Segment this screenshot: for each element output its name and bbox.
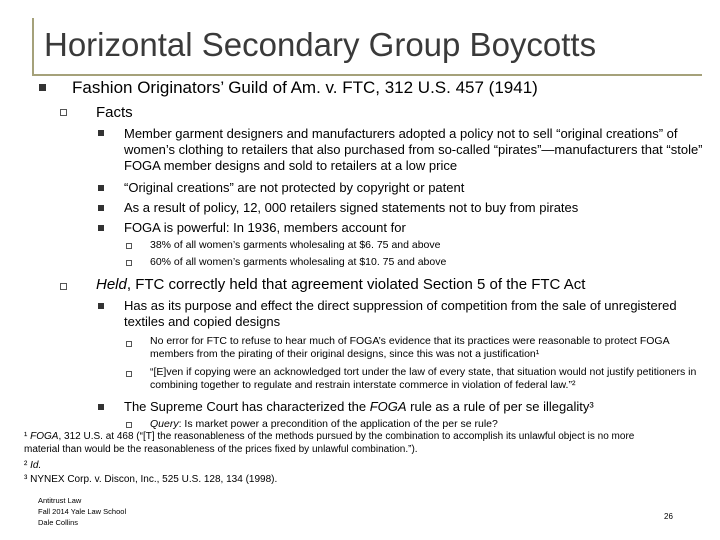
page-title: Horizontal Secondary Group Boycotts xyxy=(44,26,597,63)
bullet-square xyxy=(39,84,46,91)
fact-sub-item: 60% of all women’s garments wholesaling at $10. 75 and above xyxy=(150,256,447,268)
footer-author: Dale Collins xyxy=(38,518,79,527)
bullet-square xyxy=(98,303,104,309)
bullet-square xyxy=(98,185,104,191)
holding-italic: Held xyxy=(96,276,127,293)
query-text: : Is market power a precondition of the application of the per se rule? xyxy=(178,418,498,430)
footer-term: Fall 2014 Yale Law School xyxy=(38,507,127,516)
bullet-hollow xyxy=(126,260,132,266)
fn2-mark: ² xyxy=(24,460,28,471)
holding-sub-item: No error for FTC to refuse to hear much of FOGA’s evidence that its practices were reasonable to protect FOGA members from the pirating of their original designs, since this was not a justification¹ xyxy=(150,335,669,360)
fn1-italic: FOGA xyxy=(30,431,59,442)
bullet-square xyxy=(98,130,104,136)
bullet-hollow xyxy=(126,371,132,377)
sc-pre: The Supreme Court has characterized the xyxy=(124,399,370,414)
bullet-hollow xyxy=(126,243,132,249)
fn2-italic: Id. xyxy=(30,460,42,471)
fact-item: As a result of policy, 12, 000 retailers signed statements not to buy from pirates xyxy=(124,200,579,215)
footnote-3: ³ NYNEX Corp. v. Discon, Inc., 525 U.S. 128, 134 (1998). xyxy=(24,474,278,485)
bullet-square xyxy=(98,225,104,231)
title-frame-left xyxy=(32,18,34,76)
footnote-1 xyxy=(24,430,664,456)
fn1-text: , 312 U.S. at 468 (“[T] the reasonableness of the methods pursued by the combination to accomplish its unlawful object is no more material than would be the reasonableness of the prices fixed by unlawful combination.”). xyxy=(24,431,635,455)
bullet-square xyxy=(98,404,104,410)
footer-course: Antitrust Law xyxy=(38,496,82,505)
facts-heading: Facts xyxy=(96,104,133,121)
bullet-hollow xyxy=(126,422,132,428)
supreme-court-note xyxy=(124,399,594,415)
sc-post: rule as a rule of per se illegality³ xyxy=(406,399,594,414)
page-number: 26 xyxy=(664,512,673,521)
bullet-hollow xyxy=(60,109,67,116)
footnote-2 xyxy=(24,459,41,472)
title-frame-bottom xyxy=(32,74,702,76)
case-citation: Fashion Originators’ Guild of Am. v. FTC, 312 U.S. 457 (1941) xyxy=(72,78,538,97)
holding-sub-item: “[E]ven if copying were an acknowledged tort under the law of every state, that situation would not justify petitioners in combining together to regulate and restrain interstate commerce in violation of federal law.”² xyxy=(150,366,697,391)
query-italic: Query xyxy=(150,418,179,430)
holding-purpose: Has as its purpose and effect the direct suppression of competition from the sale of unregistered textiles and copied designs xyxy=(124,298,677,329)
fact-item: FOGA is powerful: In 1936, members account for xyxy=(124,220,406,235)
fact-item: Member garment designers and manufacturers adopted a policy not to sell “original creations” of women’s clothing to retailers that also purchased from so-called “pirates”—manufacturers that “stole” FOGA member designs and sold to retailers at a low price xyxy=(124,126,703,173)
sc-italic: FOGA xyxy=(369,399,407,414)
holding xyxy=(96,276,585,293)
fn1-mark: ¹ xyxy=(24,431,28,442)
bullet-hollow xyxy=(60,283,67,290)
bullet-hollow xyxy=(126,341,132,347)
fact-sub-item: 38% of all women’s garments wholesaling at $6. 75 and above xyxy=(150,239,441,251)
holding-text: , FTC correctly held that agreement violated Section 5 of the FTC Act xyxy=(126,276,586,293)
bullet-square xyxy=(98,205,104,211)
fact-item: “Original creations” are not protected by copyright or patent xyxy=(124,180,465,195)
